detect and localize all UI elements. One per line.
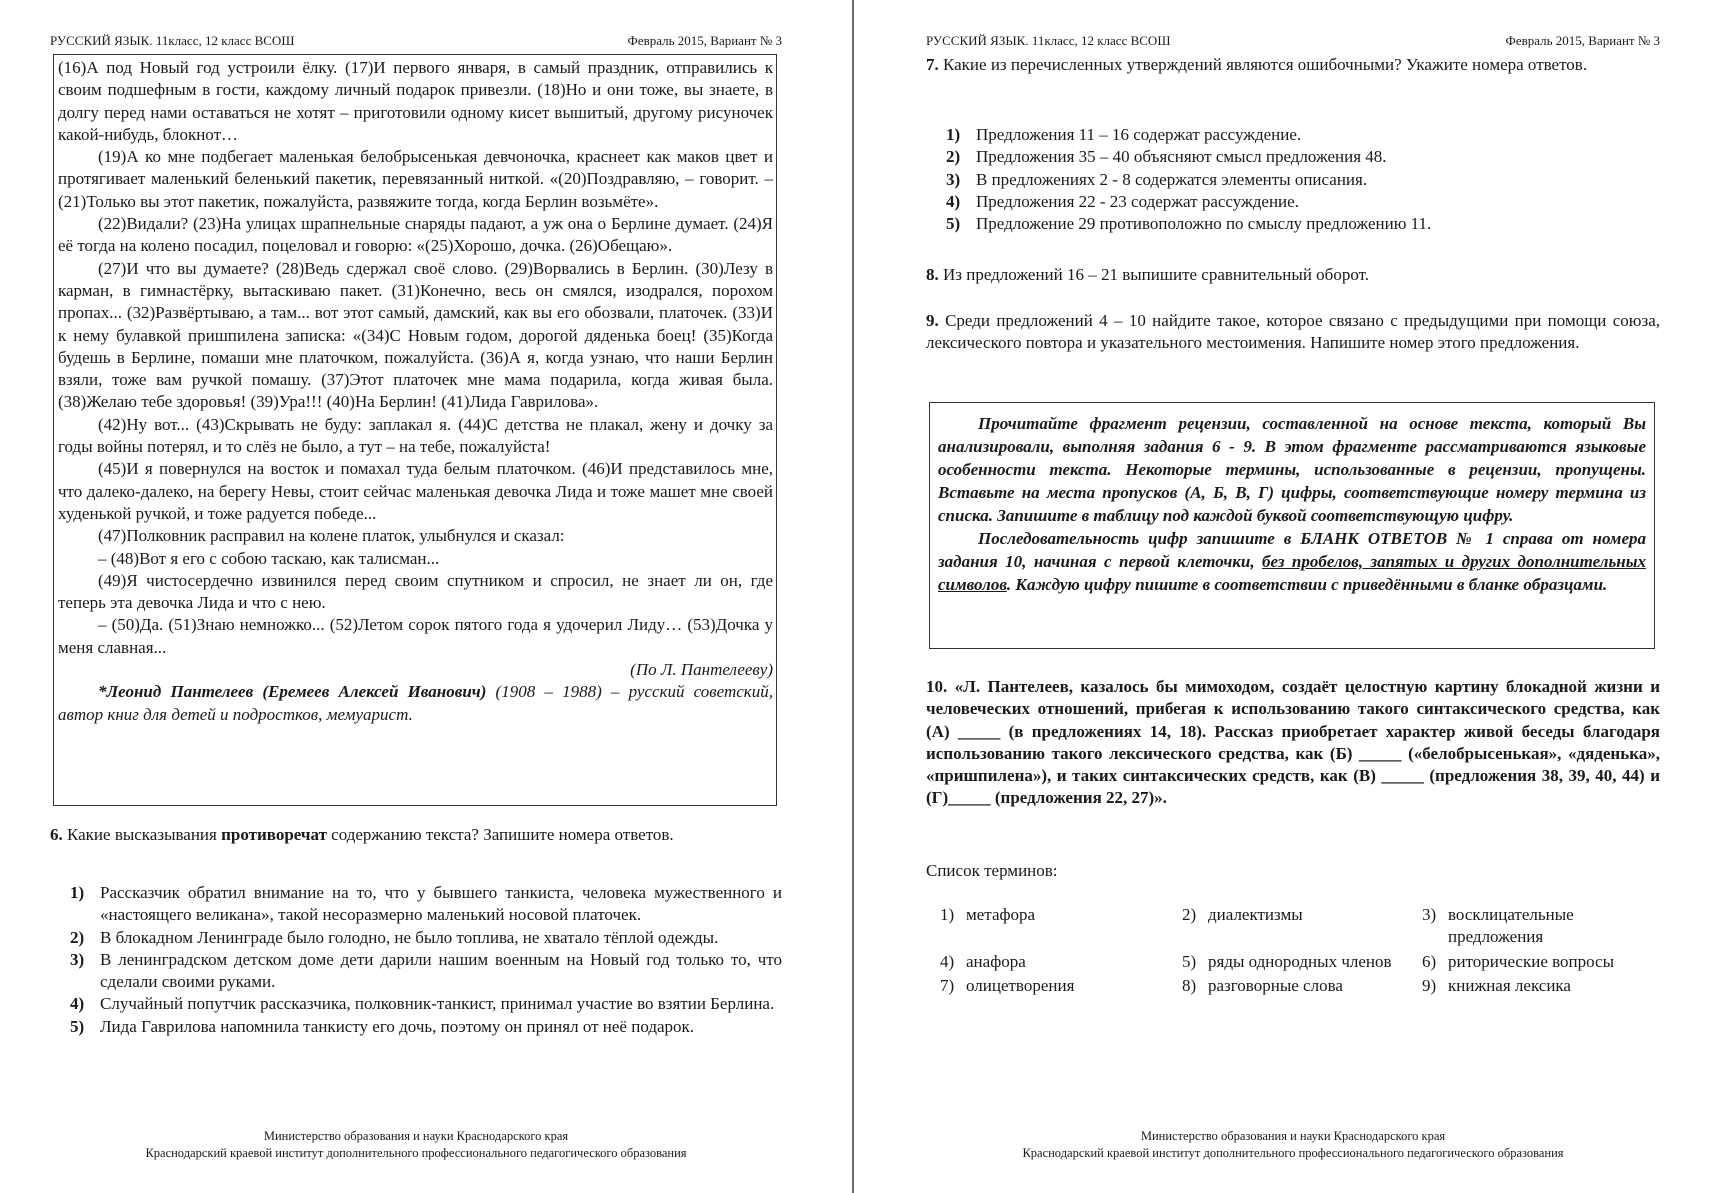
option-text: Предложения 11 – 16 содержат рассуждение.	[976, 125, 1302, 144]
terms-title: Список терминов:	[926, 861, 1058, 880]
answer-option	[70, 993, 782, 1015]
text-paragraph: (42)Ну вот... (43)Скрывать не буду: заплакал я. (44)С детства не плакал, жену и дочку за годы войны потерял, и то слёз не было, а тут – на тебе, пожалуйста!	[58, 414, 773, 457]
term-item	[940, 904, 1182, 949]
footer-line: Министерство образования и науки Краснодарского края	[1140, 1129, 1446, 1143]
term-item	[940, 951, 1182, 973]
term-number: 5)	[1182, 951, 1197, 971]
question-number: 9.	[926, 311, 939, 330]
header-variant: Февраль 2015, Вариант № 3	[1505, 33, 1660, 48]
option-number: 1)	[946, 125, 961, 144]
footer-line: Министерство образования и науки Краснодарского края	[263, 1129, 569, 1143]
term-text: книжная лексика	[1448, 975, 1571, 995]
option-text: В блокадном Ленинграде было голодно, не было топлива, не хватало тёплой одежды.	[100, 927, 719, 947]
answer-option	[946, 191, 1660, 213]
term-item	[1422, 904, 1655, 949]
page-footer	[926, 1128, 1660, 1162]
term-number: 7)	[940, 975, 955, 995]
option-number: 1)	[70, 883, 85, 902]
term-text: метафора	[966, 905, 1036, 924]
option-number: 3)	[70, 949, 85, 969]
answer-option	[70, 1016, 782, 1038]
question-text: содержанию текста? Запишите номера ответов.	[326, 825, 674, 844]
right-page	[856, 0, 1710, 1193]
option-number: 5)	[946, 214, 961, 234]
page-divider	[852, 0, 854, 1193]
question-8	[926, 264, 1660, 286]
instructions-paragraph: Прочитайте фрагмент рецензии, составленной на основе текста, который Вы анализировали, выполняя задания 6 - 9. В этом фрагменте рассматриваются языковые особенности текста. Некоторые термины, использованные в рецензии, пропущены. Вставьте на места пропусков (А, Б, В, Г) цифры, соответствующие номеру термина из списка. Запишите в таблицу под каждой буквой соответствующую цифру.	[938, 414, 1646, 525]
term-text: олицетворения	[966, 975, 1075, 995]
term-text: риторические вопросы	[1448, 951, 1615, 971]
answer-option	[946, 213, 1660, 235]
answer-option	[946, 169, 1660, 191]
question-10: 10. «Л. Пантелеев, казалось бы мимоходом, создаёт целостную картину блокадной жизни и человеческих отношений, прибегая к использованию такого синтаксического средства, как (А) _____ (в предложениях 14, 18). Рассказ приобретает характер живой беседы благодаря использованию такого лексического средства, как (Б) _____ («белобрысенькая», «дяденька», «пришпилена»), и таких синтаксических средств, как (В) _____ (предложения 38, 39, 40, 44) и (Г)_____ (предложения 22, 27)».	[926, 677, 1660, 808]
question-text: Среди предложений 4 – 10 найдите такое, которое связано с предыдущими при помощи союза, лексического повтора и указательного местоимения. Напишите номер этого предложения.	[926, 311, 1660, 353]
page-header	[926, 33, 1660, 49]
text-paragraph: (47)Полковник расправил на колене платок, улыбнулся и сказал:	[98, 526, 565, 546]
text-paragraph: (27)И что вы думаете? (28)Ведь сдержал своё слово. (29)Ворвались в Берлин. (30)Лезу в карман, в гимнастёрку, вытаскиваю пакет. (31)Конечно, весь он смялся, изодрался, порохом пропах... (32)Развёртываю, а там... вот этот самый, дамский, как вы его обозвали, платочек. (33)И к нему булавкой пришпилена записка: «(34)С Новым годом, дорогой дяденька боец! (35)Когда будешь в Берлине, помаши мне платочком, пожалуйста. (36)А я, когда узнаю, что наши Берлин взяли, тоже вам ручкой помашу. (37)Этот платочек мне мама подарила, когда живая была. (38)Желаю тебе здоровья! (39)Ура!!! (40)На Берлин! (41)Лида Гаврилова».	[58, 258, 773, 412]
term-number: 4)	[940, 951, 955, 971]
term-item	[1422, 951, 1655, 973]
answer-option	[70, 949, 782, 994]
option-text: Рассказчик обратил внимание на то, что у бывшего танкиста, человека мужественного и «настоящего великана», такой несоразмерно маленький носовой платочек.	[100, 883, 782, 925]
text-paragraph: (45)И я повернулся на восток и помахал туда белым платочком. (46)И представилось мне, что далеко-далеко, на берегу Невы, стоит сейчас маленькая девочка Лида и тоже машет мне своей худенькой ручкой, и тоже радуется победе...	[58, 459, 773, 523]
instructions-text: Последовательность цифр запишите в БЛАНК ОТВЕТОВ № 1 справа от номера задания 10, начиная с первой клеточки,	[938, 529, 1646, 571]
text-paragraph: – (48)Вот я его с собою таскаю, как талисман...	[98, 548, 440, 568]
term-item	[1182, 904, 1422, 949]
question-emphasis: противоречат	[221, 825, 327, 844]
question-7	[926, 54, 1660, 76]
header-subject: РУССКИЙ ЯЗЫК. 11класс, 12 класс ВСОШ	[926, 33, 1171, 48]
option-text: В предложениях 2 - 8 содержатся элементы описания.	[976, 169, 1368, 189]
option-number: 2)	[70, 927, 85, 947]
option-number: 4)	[70, 994, 85, 1014]
question-text: Какие из перечисленных утверждений являются ошибочными? Укажите номера ответов.	[938, 55, 1588, 74]
instructions-text: . Каждую цифру пишите в соответствии с приведёнными в бланке образцами.	[1006, 575, 1608, 594]
option-number: 2)	[946, 147, 961, 167]
author-note	[58, 681, 773, 726]
footer-line: Краснодарский краевой институт дополнительного профессионального педагогического образования	[145, 1146, 687, 1160]
reading-text-box	[53, 54, 777, 806]
question-9	[926, 310, 1660, 355]
option-text: Лида Гаврилова напомнила танкисту его дочь, поэтому он принял от неё подарок.	[100, 1016, 695, 1036]
answer-option	[70, 927, 782, 949]
author-details: (1908 – 1988) – русский советский, автор книг для детей и подростков, мемуарист.	[58, 682, 773, 724]
terms-list	[940, 904, 1655, 997]
option-number: 3)	[946, 169, 961, 189]
option-text: Предложения 35 – 40 объясняют смысл предложения 48.	[976, 147, 1387, 167]
question-6-options	[70, 882, 782, 1038]
instructions-box	[929, 402, 1655, 649]
author-name: *Леонид Пантелеев (Еремеев Алексей Иванович)	[98, 682, 487, 702]
term-text: анафора	[966, 951, 1026, 971]
option-text: В ленинградском детском доме дети дарили нашим военным на Новый год только то, что сделали своими руками.	[100, 949, 782, 992]
footer-line: Краснодарский краевой институт дополнительного профессионального педагогического образования	[1022, 1146, 1564, 1160]
question-number: 8.	[926, 265, 939, 284]
text-paragraph: (19)А ко мне подбегает маленькая белобрысенькая девчоночка, краснеет как маков цвет и протягивает маленький беленький пакетик, перевязанный ниткой. «(20)Поздравляю, – говорит. –(21)Только вы этот пакетик, пожалуйста, развяжите тогда, когда Берлин возьмёте».	[58, 147, 773, 211]
answer-option	[946, 146, 1660, 168]
text-paragraph: (49)Я чистосердечно извинился перед своим спутником и спросил, не знает ли он, где теперь эта девочка Лида и что с нею.	[58, 570, 773, 613]
term-item	[1182, 951, 1422, 973]
text-source: (По Л. Пантелееву)	[630, 660, 773, 680]
term-item	[1422, 975, 1655, 997]
instructions-paragraph	[938, 527, 1646, 596]
option-number: 5)	[70, 1016, 85, 1036]
question-text: Из предложений 16 – 21 выпишите сравнительный оборот.	[938, 265, 1370, 284]
page-header	[50, 33, 782, 49]
header-subject: РУССКИЙ ЯЗЫК. 11класс, 12 класс ВСОШ	[50, 33, 295, 48]
answer-option	[70, 882, 782, 927]
instructions-underlined: без пробелов, запятых и других дополнительных символов	[938, 552, 1646, 594]
question-text: Какие высказывания	[62, 825, 222, 844]
term-text: ряды однородных членов	[1208, 951, 1392, 971]
term-number: 6)	[1422, 951, 1437, 971]
header-variant: Февраль 2015, Вариант № 3	[627, 33, 782, 48]
term-number: 9)	[1422, 975, 1437, 995]
left-page	[0, 0, 852, 1193]
term-number: 3)	[1422, 905, 1437, 924]
term-text: разговорные слова	[1208, 975, 1343, 995]
text-paragraph: – (50)Да. (51)Знаю немножко... (52)Летом сорок пятого года я удочерил Лиду… (53)Дочка у меня славная...	[58, 615, 773, 657]
term-number: 2)	[1182, 905, 1197, 924]
question-6	[50, 824, 782, 846]
term-text: диалектизмы	[1208, 905, 1303, 924]
question-number: 7.	[926, 55, 939, 74]
option-text: Предложения 22 - 23 содержат рассуждение.	[976, 191, 1299, 211]
question-7-options	[946, 124, 1660, 235]
text-paragraph: (22)Видали? (23)На улицах шрапнельные снаряды падают, а уж она о Берлине думает. (24)Я её тогда на колено посадил, поцеловал и говорю: «(25)Хорошо, дочка. (26)Обещаю».	[58, 214, 773, 256]
term-item	[1182, 975, 1422, 997]
option-text: Предложение 29 противоположно по смыслу предложению 11.	[976, 214, 1432, 234]
page-footer	[50, 1128, 782, 1162]
answer-option	[946, 124, 1660, 146]
question-number: 6.	[50, 825, 63, 844]
term-item	[940, 975, 1182, 997]
term-number: 1)	[940, 905, 955, 924]
text-paragraph: (16)А под Новый год устроили ёлку. (17)И первого января, в самый праздник, отправились к своим подшефным в гости, каждому личный подарок привезли. (18)Но и они тоже, вы знаете, в долгу перед нами оставаться не хотят – приготовили одному кисет вышитый, другому рисуночек какой-нибудь, блокнот…	[58, 58, 773, 144]
option-number: 4)	[946, 191, 961, 211]
term-text: восклицательные предложения	[1448, 905, 1574, 947]
term-number: 8)	[1182, 975, 1197, 995]
option-text: Случайный попутчик рассказчика, полковник-танкист, принимал участие во взятии Берлина.	[100, 994, 775, 1014]
